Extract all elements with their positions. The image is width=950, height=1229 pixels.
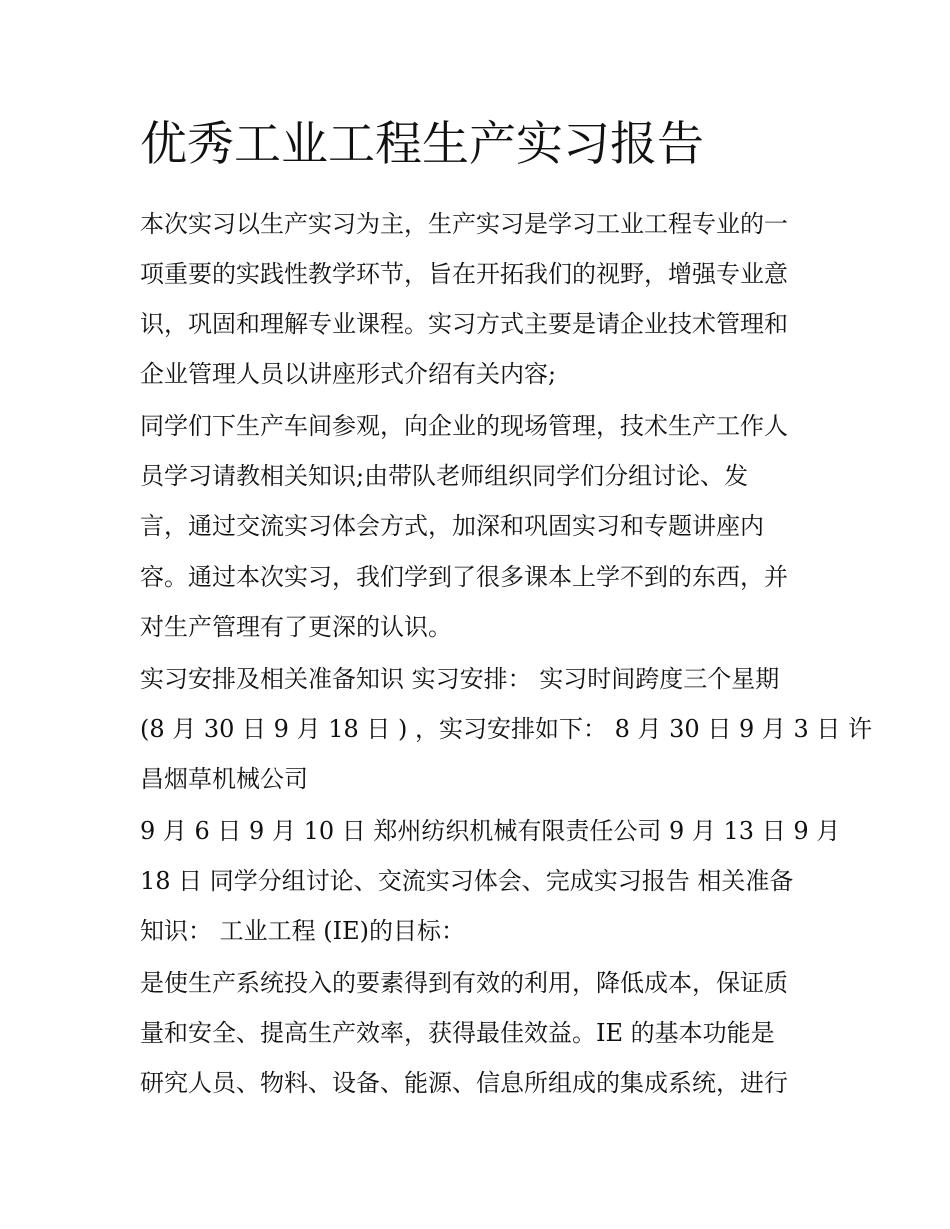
paragraph-line-13: 9 月 6 日 9 月 10 日 郑州纺织机械有限责任公司 9 月 13 日 9 月 [140, 817, 841, 845]
paragraph-line-4: 企业管理人员以讲座形式介绍有关内容; [140, 360, 557, 388]
paragraph-line-17: 量和安全、提高生产效率，获得最佳效益。IE 的基本功能是 [140, 1019, 775, 1047]
paragraph-line-1: 本次实习以生产实习为主，生产实习是学习工业工程专业的一 [140, 210, 788, 238]
paragraph-line-16: 是使生产系统投入的要素得到有效的利用，降低成本，保证质 [140, 969, 788, 997]
paragraph-line-9: 对生产管理有了更深的认识。 [140, 613, 452, 641]
paragraph-line-11: (8 月 30 日 9 月 18 日 ) ，实习安排如下： 8 月 30 日 9 月 3 日 许 [140, 715, 873, 743]
paragraph-line-8: 容。通过本次实习，我们学到了很多课本上学不到的东西，并 [140, 563, 788, 591]
paragraph-line-6: 员学习请教相关知识;由带队老师组织同学们分组讨论、发 [140, 462, 749, 490]
paragraph-line-14: 18 日 同学分组讨论、交流实习体会、完成实习报告 相关准备 [140, 867, 794, 895]
paragraph-line-7: 言，通过交流实习体会方式，加深和巩固实习和专题讲座内 [140, 512, 764, 540]
paragraph-line-15: 知识： 工业工程 (IE)的目标： [140, 917, 465, 945]
paragraph-line-2: 项重要的实践性教学环节，旨在开拓我们的视野，增强专业意 [140, 260, 788, 288]
paragraph-line-18: 研究人员、物料、设备、能源、信息所组成的集成系统，进行 [140, 1069, 788, 1097]
paragraph-line-10: 实习安排及相关准备知识 实习安排： 实习时间跨度三个星期 [140, 665, 780, 693]
paragraph-line-5: 同学们下生产车间参观，向企业的现场管理，技术生产工作人 [140, 412, 788, 440]
paragraph-line-12: 昌烟草机械公司 [140, 765, 308, 793]
document-title: 优秀工业工程生产实习报告 [140, 117, 704, 172]
paragraph-line-3: 识，巩固和理解专业课程。实习方式主要是请企业技术管理和 [140, 310, 788, 338]
